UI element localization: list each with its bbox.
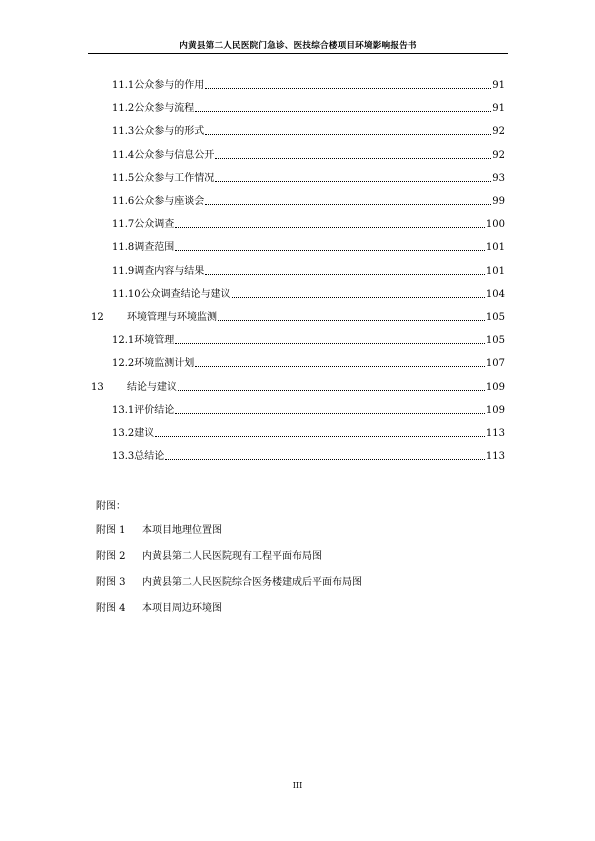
appendix-item-title: 内黄县第二人民医院现有工程平面布局图 xyxy=(142,551,322,562)
toc-entry[interactable] xyxy=(112,265,505,278)
toc-dot-leader xyxy=(215,158,491,159)
toc-entry[interactable] xyxy=(112,357,505,370)
toc-dot-leader xyxy=(205,204,491,205)
toc-entry-number: 12.2 xyxy=(112,358,135,370)
toc-entry[interactable] xyxy=(112,218,505,231)
toc-entry-title: 环境监测计划 xyxy=(134,358,195,370)
toc-entry[interactable] xyxy=(112,450,505,463)
appendix-item-label: 附图 4 xyxy=(96,603,126,614)
toc-entry-number: 11.4 xyxy=(112,149,135,161)
toc-entry[interactable] xyxy=(91,381,505,394)
toc-entry[interactable] xyxy=(112,195,505,208)
toc-dot-leader xyxy=(178,390,485,391)
page-number: III xyxy=(292,781,303,790)
toc-entry-page: 104 xyxy=(485,288,505,300)
toc-entry-title: 总结论 xyxy=(134,451,165,463)
header-rule xyxy=(88,53,508,54)
toc-entry-title: 调查内容与结果 xyxy=(134,265,205,277)
toc-entry-page: 101 xyxy=(485,242,505,254)
toc-entry-number: 13.2 xyxy=(112,428,135,439)
toc-entry-page: 113 xyxy=(485,451,505,463)
toc-entry[interactable] xyxy=(112,79,505,92)
toc-dot-leader xyxy=(195,366,485,367)
appendix-item-label: 附图 2 xyxy=(96,551,126,562)
toc-dot-leader xyxy=(205,88,491,89)
toc-entry-page: 101 xyxy=(485,265,505,277)
toc-entry-number: 13.3 xyxy=(112,451,135,463)
toc-entry-title: 结论与建议 xyxy=(127,381,177,393)
toc-entry-title: 公众调查结论与建议 xyxy=(140,288,231,300)
toc-entry-title: 环境管理 xyxy=(134,335,175,347)
toc-entry-page: 91 xyxy=(492,103,505,115)
toc-entry-title: 公众参与信息公开 xyxy=(134,149,215,161)
toc-entry-number: 11.8 xyxy=(112,242,135,254)
toc-entry-page: 100 xyxy=(485,219,505,231)
toc-entry[interactable] xyxy=(112,172,505,185)
toc-dot-leader xyxy=(175,343,485,344)
toc-entry[interactable] xyxy=(112,288,505,301)
toc-entry[interactable] xyxy=(112,149,505,162)
toc-entry[interactable] xyxy=(112,241,505,254)
toc-entry-title: 公众参与流程 xyxy=(134,103,195,115)
toc-dot-leader xyxy=(175,413,485,414)
toc-entry-page: 105 xyxy=(485,312,505,323)
toc-dot-leader xyxy=(215,181,491,182)
appendix-item xyxy=(96,576,362,589)
toc-entry-page: 109 xyxy=(485,404,505,416)
toc-entry-title: 评价结论 xyxy=(134,404,175,416)
toc-entry-title: 建议 xyxy=(134,428,155,439)
toc-dot-leader xyxy=(175,227,485,228)
toc-entry[interactable] xyxy=(112,102,505,115)
toc-entry-number: 12 xyxy=(91,312,104,323)
toc-entry-title: 调查范围 xyxy=(134,242,175,254)
toc-dot-leader xyxy=(205,274,485,275)
appendix-item xyxy=(96,550,322,563)
toc-entry-page: 91 xyxy=(492,80,505,91)
appendix-item-label: 附图 1 xyxy=(96,525,126,536)
toc-entry-page: 113 xyxy=(485,428,505,439)
toc-dot-leader xyxy=(195,111,491,112)
toc-entry-page: 107 xyxy=(485,358,505,370)
toc-entry-title: 公众参与的形式 xyxy=(134,126,205,138)
toc-entry-page: 92 xyxy=(492,149,505,161)
appendix-item-title: 本项目地理位置图 xyxy=(142,525,222,536)
toc-entry-title: 公众参与的作用 xyxy=(134,80,205,91)
toc-entry-number: 11.3 xyxy=(112,126,135,138)
toc-entry-number: 11.10 xyxy=(112,288,141,300)
toc-dot-leader xyxy=(155,436,485,437)
toc-entry-page: 92 xyxy=(492,126,505,138)
toc-entry-page: 93 xyxy=(492,172,505,184)
toc-entry-title: 公众调查 xyxy=(134,219,175,231)
toc-entry-page: 99 xyxy=(492,196,505,207)
toc-entry[interactable] xyxy=(112,125,505,138)
appendix-item xyxy=(96,524,222,537)
toc-entry-number: 11.9 xyxy=(112,265,135,277)
page-header-title: 内黄县第二人民医院门急诊、医技综合楼项目环境影响报告书 xyxy=(179,41,417,51)
appendix-item-title: 内黄县第二人民医院综合医务楼建成后平面布局图 xyxy=(142,577,362,588)
toc-entry-number: 12.1 xyxy=(112,335,135,347)
toc-entry-number: 11.6 xyxy=(112,196,135,207)
toc-entry-number: 11.5 xyxy=(112,172,135,184)
toc-entry-number: 13.1 xyxy=(112,404,135,416)
toc-entry[interactable] xyxy=(112,404,505,417)
toc-entry-page: 109 xyxy=(485,381,505,393)
appendix-item xyxy=(96,602,222,615)
toc-dot-leader xyxy=(175,250,485,251)
toc-entry-number: 11.7 xyxy=(112,219,135,231)
toc-entry-title: 环境管理与环境监测 xyxy=(127,312,217,323)
toc-entry[interactable] xyxy=(112,334,505,347)
toc-dot-leader xyxy=(165,459,485,460)
appendix-heading: 附图： xyxy=(96,501,126,512)
toc-entry-number: 11.1 xyxy=(112,80,135,91)
toc-entry-number: 11.2 xyxy=(112,103,135,115)
toc-entry-page: 105 xyxy=(485,335,505,347)
toc-entry[interactable] xyxy=(112,427,505,440)
toc-dot-leader xyxy=(205,134,491,135)
appendix-item-title: 本项目周边环境图 xyxy=(142,603,222,614)
toc-entry-number: 13 xyxy=(91,381,104,393)
toc-entry-title: 公众参与座谈会 xyxy=(134,196,205,207)
toc-entry[interactable] xyxy=(91,311,505,324)
toc-entry-title: 公众参与工作情况 xyxy=(134,172,215,184)
appendix-item-label: 附图 3 xyxy=(96,577,126,588)
toc-dot-leader xyxy=(232,297,485,298)
toc-dot-leader xyxy=(218,320,485,321)
